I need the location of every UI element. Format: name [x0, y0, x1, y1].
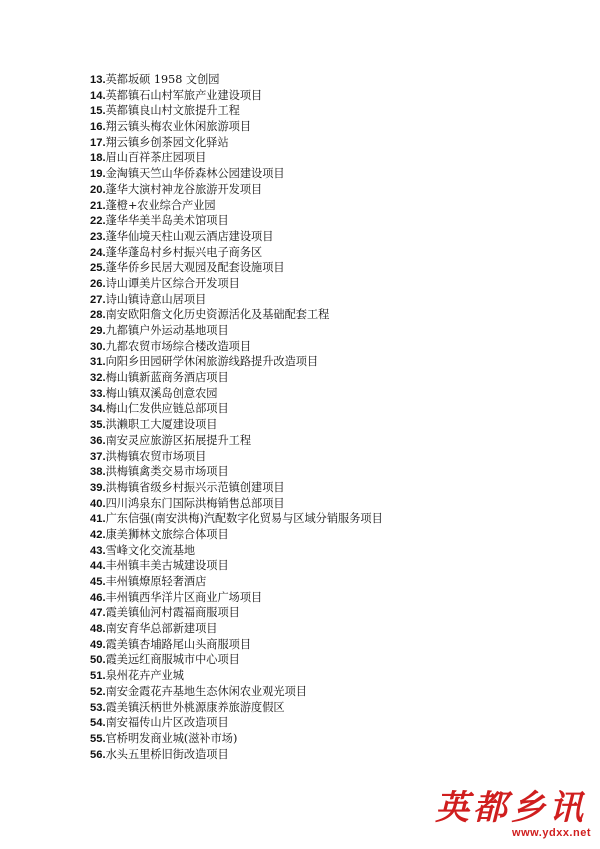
item-number: 47.: [90, 607, 106, 620]
item-number: 52.: [90, 685, 106, 698]
item-text: 南安金霞花卉基地生态休闲农业观光项目: [105, 684, 307, 698]
item-text: 广东信强(南安洪梅)汽配数字化贸易与区域分销服务项目: [105, 512, 383, 526]
list-item: [90, 449, 560, 465]
list-item: [90, 182, 560, 198]
item-text: 水头五里桥旧街改造项目: [105, 747, 229, 761]
watermark-title: 英都乡讯: [435, 788, 587, 828]
item-number: 35.: [90, 419, 106, 432]
item-text: 诗山镇诗意山居项目: [105, 292, 207, 306]
item-text: 霞美镇沃柄世外桃源康养旅游度假区: [105, 700, 285, 714]
item-text: 梅山镇新蓝商务酒店项目: [105, 371, 229, 385]
list-item: [90, 496, 560, 512]
list-item: [90, 543, 560, 559]
item-text: 翔云镇头梅农业休闲旅游项目: [105, 120, 252, 134]
list-item: [90, 401, 560, 417]
list-item: [90, 480, 560, 496]
item-text: 四川鸿泉东门国际洪梅销售总部项目: [105, 496, 285, 510]
item-text: 南安灵应旅游区拓展提升工程: [105, 433, 252, 447]
item-text: 蓬华大演村神龙谷旅游开发项目: [105, 182, 263, 196]
list-item: [90, 119, 560, 135]
item-text: 雪峰文化交流基地: [105, 543, 196, 557]
list-item: [90, 527, 560, 543]
item-number: 21.: [90, 199, 106, 212]
list-item: [90, 150, 560, 166]
list-item: [90, 433, 560, 449]
list-item: [90, 511, 560, 527]
item-number: 17.: [90, 136, 106, 149]
list-item: [90, 135, 560, 151]
item-text: 金淘镇天竺山华侨森林公园建设项目: [105, 167, 285, 181]
item-number: 27.: [90, 293, 106, 306]
item-text: 蓬橙+农业综合产业园: [105, 198, 216, 212]
list-item: [90, 684, 560, 700]
item-number: 26.: [90, 277, 106, 290]
item-text: 蓬华蓬岛村乡村振兴电子商务区: [105, 245, 263, 259]
item-text: 霞美镇仙河村霞福商服项目: [105, 606, 240, 620]
item-text: 蓬华仙境天柱山观云酒店建设项目: [105, 229, 274, 243]
list-item: [90, 558, 560, 574]
item-number: 50.: [90, 654, 106, 667]
item-text: 向阳乡田园研学休闲旅游线路提升改造项目: [105, 355, 319, 369]
list-item: [90, 700, 560, 716]
item-number: 56.: [90, 748, 106, 761]
list-item: [90, 574, 560, 590]
item-number: 41.: [90, 513, 106, 526]
list-item: [90, 668, 560, 684]
item-number: 46.: [90, 591, 106, 604]
item-text: 眉山百祥茶庄园项目: [105, 151, 207, 165]
project-list: [90, 72, 560, 762]
item-number: 48.: [90, 623, 106, 636]
list-item: [90, 213, 560, 229]
list-item: [90, 323, 560, 339]
list-item: [90, 464, 560, 480]
list-item: [90, 88, 560, 104]
item-number: 36.: [90, 434, 106, 447]
item-number: 45.: [90, 576, 106, 588]
item-number: 44.: [90, 560, 106, 573]
list-item: [90, 652, 560, 668]
item-text: 洪梅镇省级乡村振兴示范镇创建项目: [105, 480, 285, 494]
list-item: [90, 354, 560, 370]
item-number: 55.: [90, 732, 106, 745]
item-number: 40.: [90, 497, 106, 510]
list-item: [90, 605, 560, 621]
list-item: [90, 370, 560, 386]
item-text: 官桥明发商业城(滋补市场): [105, 731, 238, 745]
item-number: 28.: [90, 309, 106, 322]
item-text: 翔云镇乡创茶园文化驿站: [105, 135, 229, 149]
list-item: [90, 637, 560, 653]
list-item: [90, 417, 560, 433]
item-text: 丰州镇燎原轻奢酒店: [105, 575, 207, 588]
item-text: 丰州镇丰美古城建设项目: [105, 559, 229, 573]
item-number: 18.: [90, 152, 106, 165]
list-item: [90, 731, 560, 747]
item-number: 43.: [90, 544, 106, 557]
item-text: 南安福传山片区改造项目: [105, 716, 229, 730]
item-text: 诗山谭美片区综合开发项目: [105, 276, 240, 290]
item-text: 洪梅镇农贸市场项目: [105, 449, 207, 463]
item-text: 梅山仁发供应链总部项目: [105, 402, 229, 416]
list-item: [90, 747, 560, 763]
item-number: 30.: [90, 340, 106, 353]
list-item: [90, 103, 560, 119]
item-number: 32.: [90, 372, 106, 385]
item-number: 14.: [90, 89, 106, 102]
item-number: 29.: [90, 325, 106, 337]
item-text: 康美狮林文旅综合体项目: [105, 527, 229, 541]
item-number: 19.: [90, 168, 106, 181]
item-text: 南安欧阳詹文化历史资源活化及基础配套工程: [105, 308, 330, 322]
list-item: [90, 339, 560, 355]
watermark-url: www.ydxx.net: [512, 827, 591, 839]
list-item: [90, 386, 560, 402]
item-number: 24.: [90, 246, 106, 259]
watermark: [432, 790, 597, 846]
item-number: 33.: [90, 387, 106, 400]
list-item: [90, 229, 560, 245]
item-number: 20.: [90, 183, 106, 196]
list-item: [90, 260, 560, 276]
list-item: [90, 621, 560, 637]
list-item: [90, 715, 560, 731]
item-number: 53.: [90, 701, 106, 714]
item-number: 37.: [90, 450, 106, 463]
item-text: 霞美镇杏埔路尾山头商服项目: [105, 637, 252, 651]
item-number: 42.: [90, 528, 106, 541]
item-number: 31.: [90, 356, 106, 369]
item-number: 15.: [90, 105, 106, 118]
item-number: 39.: [90, 481, 106, 494]
list-item: [90, 166, 560, 182]
item-number: 34.: [90, 403, 106, 416]
item-text: 丰州镇西华洋片区商业广场项目: [105, 590, 263, 604]
item-text: 英都镇石山村军旅产业建设项目: [105, 88, 263, 102]
item-number: 25.: [90, 262, 106, 275]
item-text: 洪濑职工大厦建设项目: [105, 418, 218, 432]
item-text: 南安育华总部新建项目: [105, 622, 218, 636]
item-number: 23.: [90, 230, 106, 243]
item-text: 九都农贸市场综合楼改造项目: [105, 339, 252, 353]
item-text: 九都镇户外运动基地项目: [105, 324, 229, 337]
item-number: 51.: [90, 670, 106, 683]
item-number: 13.: [90, 74, 106, 86]
list-item: [90, 72, 560, 88]
list-item: [90, 292, 560, 308]
item-number: 49.: [90, 638, 106, 651]
item-text: 洪梅镇禽类交易市场项目: [105, 465, 229, 479]
list-item: [90, 198, 560, 214]
item-number: 38.: [90, 466, 106, 479]
item-text: 蓬华华美半岛美术馆项目: [105, 214, 229, 228]
item-text: 霞美远红商服城市中心项目: [105, 653, 240, 667]
item-text: 蓬华侨乡民居大观园及配套设施项目: [105, 261, 285, 275]
list-item: [90, 245, 560, 261]
item-number: 16.: [90, 121, 106, 134]
item-number: 22.: [90, 215, 106, 228]
item-text: 英都镇良山村文旅提升工程: [105, 104, 240, 118]
item-text: 泉州花卉产业城: [105, 669, 184, 683]
list-item: [90, 307, 560, 323]
list-item: [90, 276, 560, 292]
item-text: 英都坂硕 1958 文创园: [105, 73, 220, 86]
list-item: [90, 590, 560, 606]
item-number: 54.: [90, 717, 106, 730]
item-text: 梅山镇双溪岛创意农园: [105, 386, 218, 400]
